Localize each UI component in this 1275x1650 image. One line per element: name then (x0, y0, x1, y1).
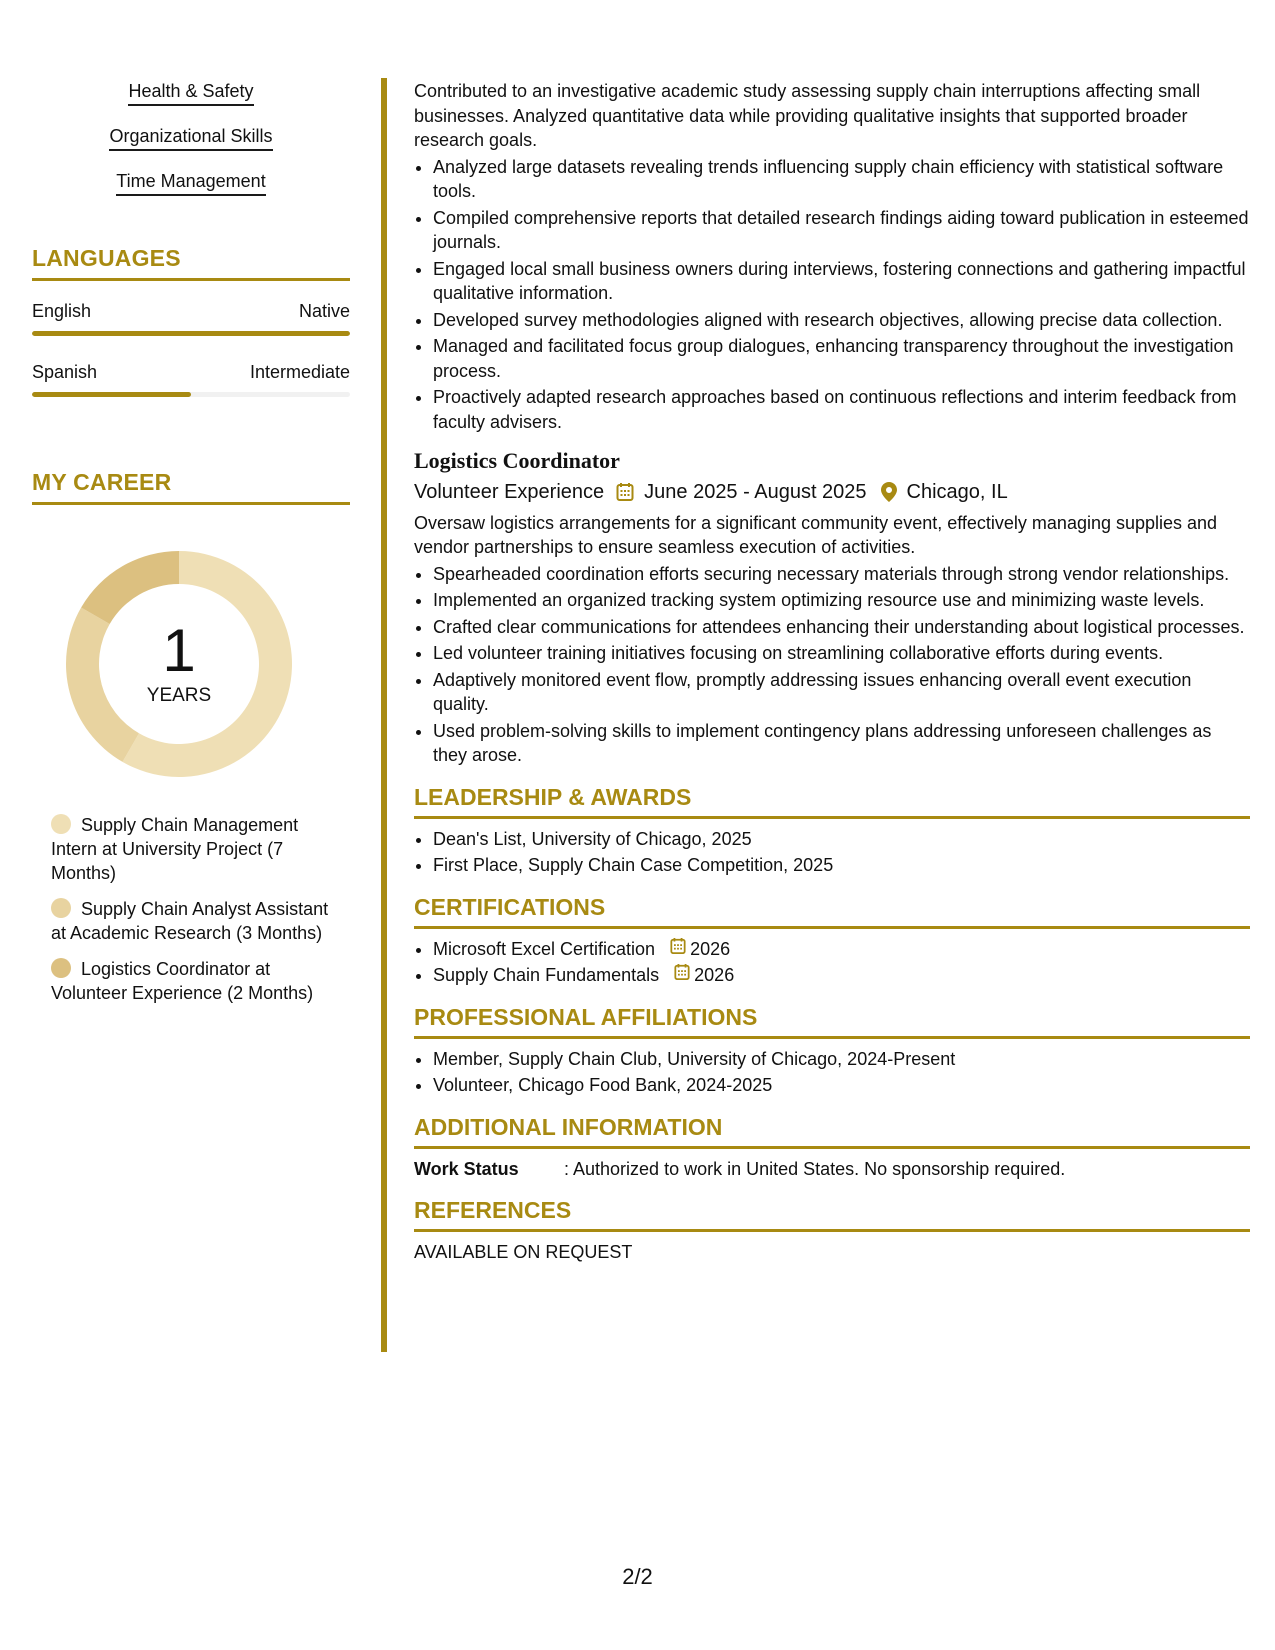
job-dates: June 2025 - August 2025 (644, 481, 867, 503)
legend-swatch (51, 958, 71, 978)
certification-item (433, 963, 1250, 988)
references-text: AVAILABLE ON REQUEST (414, 1242, 633, 1262)
calendar-icon (674, 963, 694, 988)
certification-year: 2026 (694, 965, 735, 985)
logistics-summary: Oversaw logistics arrangements for a significant community event, effectively managing supplies and vendor partnerships to ensure seamless execution of activities. (414, 512, 1218, 557)
legend-item (51, 813, 341, 885)
bullet-item: • Managed and facilitated focus group dialogues, enhancing transparency throughout the investigation process. (433, 334, 1250, 383)
bullet-item: • Member, Supply Chain Club, University of Chicago, 2024-Present (433, 1047, 1250, 1072)
language-proficiency-bar (32, 392, 350, 397)
certification-item (433, 937, 1250, 962)
bullet-item: • Proactively adapted research approaches based on continuous reflections and interim feedback from faculty advisers. (433, 385, 1250, 434)
bullet-item: • Spearheaded coordination efforts securing necessary materials through strong vendor relationships. (433, 562, 1250, 587)
page-number: 2/2 (622, 1564, 653, 1589)
language-proficiency-fill (32, 331, 350, 336)
calendar-icon (670, 937, 690, 962)
bullet-item: • Analyzed large datasets revealing trends influencing supply chain efficiency with statistical software tools. (433, 155, 1250, 204)
research-summary: Contributed to an investigative academic study assessing supply chain interruptions affecting small businesses. Analyzed quantitative data while providing qualitative insights that supported broader research goals. (414, 81, 1201, 150)
bullet-item: • Compiled comprehensive reports that detailed research findings aiding toward publication in esteemed journals. (433, 206, 1250, 255)
job-location: Chicago, IL (906, 481, 1008, 503)
skill-item: Time Management (116, 170, 265, 196)
bullet-item: • Volunteer, Chicago Food Bank, 2024-2025 (433, 1073, 1250, 1098)
references-heading: REFERENCES (414, 1195, 1250, 1232)
language-name: Spanish (32, 362, 98, 382)
bullet-item: • Led volunteer training initiatives focusing on streamlining collaborative efforts during events. (433, 641, 1250, 666)
legend-item (51, 957, 341, 1005)
sidebar (32, 80, 350, 1017)
certification-name: Microsoft Excel Certification (433, 938, 656, 959)
leadership-list (414, 827, 1250, 878)
language-level: Native (298, 301, 350, 321)
calendar-icon (616, 482, 634, 502)
donut-segment (81, 551, 179, 624)
language-proficiency-bar (32, 331, 350, 336)
bullet-item: • Engaged local small business owners during interviews, fostering connections and gathering impactful qualitative information. (433, 257, 1250, 306)
languages-heading: LANGUAGES (32, 245, 350, 281)
language-name: English (32, 301, 92, 321)
bullet-item: • First Place, Supply Chain Case Competition, 2025 (433, 853, 1250, 878)
affiliations-heading: PROFESSIONAL AFFILIATIONS (414, 1002, 1250, 1039)
bullet-item: • Crafted clear communications for attendees enhancing their understanding about logistical processes. (433, 615, 1250, 640)
skill-item: Health & Safety (128, 80, 253, 106)
career-donut-chart (64, 549, 294, 779)
career-total-number: 1 (162, 617, 196, 684)
legend-label: Logistics Coordinator at Volunteer Experience (2 Months) (51, 959, 314, 1003)
affiliations-list (414, 1047, 1250, 1098)
bullet-item: • Dean's List, University of Chicago, 2025 (433, 827, 1250, 852)
work-status-label: Work Status (414, 1158, 519, 1179)
job-meta (414, 480, 1250, 505)
job-title: Logistics Coordinator (414, 448, 620, 473)
legend-swatch (51, 898, 71, 918)
research-bullets (414, 155, 1250, 435)
bullet-item: • Implemented an organized tracking system optimizing resource use and minimizing waste levels. (433, 588, 1250, 613)
legend-swatch (51, 814, 71, 834)
bullet-item: • Used problem-solving skills to implement contingency plans addressing unforeseen challenges as they arose. (433, 719, 1250, 768)
leadership-heading: LEADERSHIP & AWARDS (414, 782, 1250, 819)
map-pin-icon (881, 482, 897, 502)
certification-name: Supply Chain Fundamentals (433, 965, 660, 985)
main-content (414, 79, 1250, 1265)
certifications-list (414, 937, 1250, 988)
language-item (32, 301, 350, 336)
logistics-bullets (414, 562, 1250, 768)
work-status-row (414, 1157, 1250, 1182)
legend-label: Supply Chain Management Intern at University Project (7 Months) (51, 815, 299, 883)
skill-item: Organizational Skills (109, 125, 272, 151)
certifications-heading: CERTIFICATIONS (414, 892, 1250, 929)
language-level: Intermediate (249, 362, 350, 382)
skills-list (32, 80, 350, 215)
column-divider (381, 78, 387, 1352)
legend-label: Supply Chain Analyst Assistant at Academic Research (3 Months) (51, 899, 329, 943)
bullet-item: • Adaptively monitored event flow, promptly addressing issues enhancing overall event execution quality. (433, 668, 1250, 717)
language-proficiency-fill (32, 392, 191, 397)
bullet-item: • Developed survey methodologies aligned with research objectives, allowing precise data collection. (433, 308, 1250, 333)
language-item (32, 362, 350, 397)
career-legend (51, 813, 341, 1005)
certification-year: 2026 (690, 938, 731, 959)
career-heading: MY CAREER (32, 469, 350, 505)
additional-info-heading: ADDITIONAL INFORMATION (414, 1112, 1250, 1149)
career-total-unit: YEARS (146, 685, 212, 706)
work-status-value: : Authorized to work in United States. No sponsorship required. (564, 1158, 1066, 1179)
legend-item (51, 897, 341, 945)
job-organization: Volunteer Experience (414, 481, 605, 503)
